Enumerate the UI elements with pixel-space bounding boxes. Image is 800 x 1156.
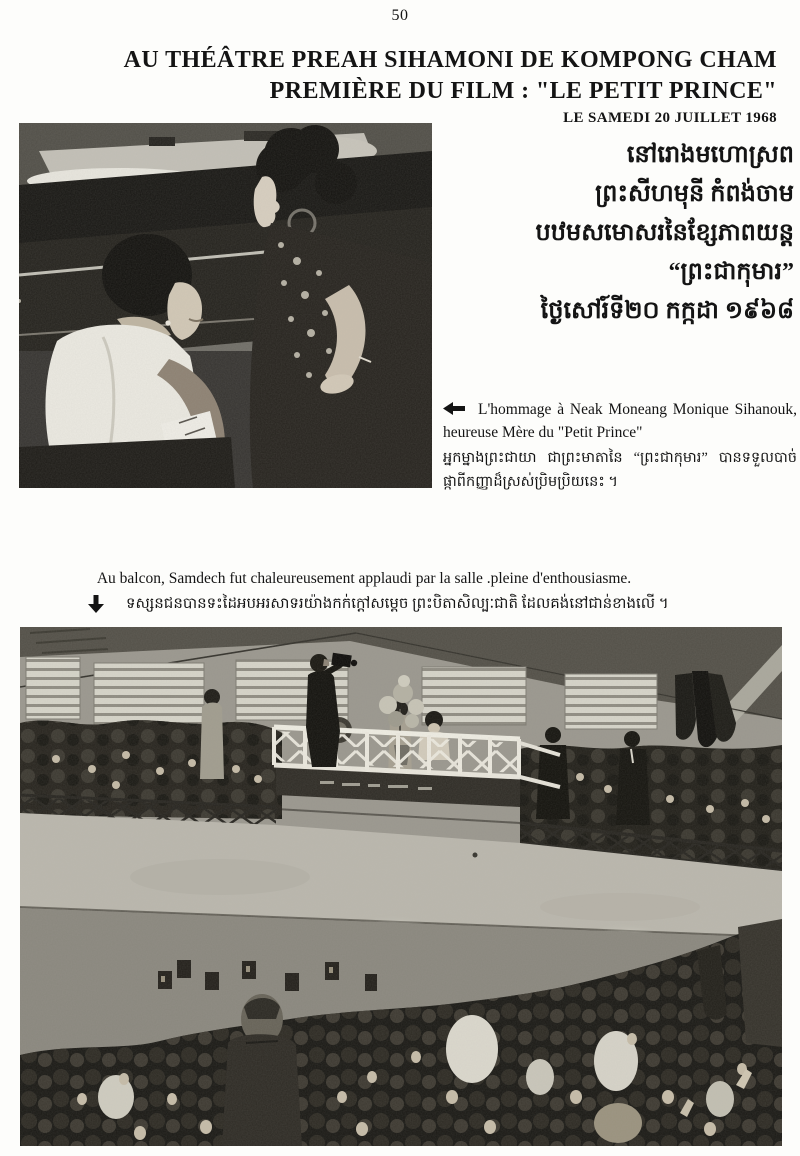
- article-date-line: LE SAMEDI 20 JUILLET 1968: [563, 110, 777, 126]
- photo-flower-homage: [19, 123, 432, 488]
- khmer-headline-line: បឋមសមោសរនៃខ្សែភាពយន្ត: [535, 220, 794, 246]
- khmer-headline-block: [414, 136, 794, 331]
- article-title-line2: PREMIÈRE DU FILM : "LE PETIT PRINCE": [269, 78, 777, 104]
- article-title-block: [124, 45, 777, 128]
- left-arrow-icon: [443, 400, 465, 422]
- article-title-line1: AU THÉÂTRE PREAH SIHAMONI DE KOMPONG CHAM: [123, 47, 777, 73]
- khmer-headline-line: នៅរោងមហោស្រព: [626, 142, 794, 168]
- photo1-caption-french: [443, 399, 797, 443]
- photo1-caption: [443, 399, 797, 494]
- khmer-headline-line: “ព្រះជាកុមារ”: [668, 259, 794, 285]
- page-number: 50: [391, 7, 409, 24]
- down-arrow-icon: [88, 595, 104, 618]
- photo1-caption-french-text: L'hommage à Neak Moneang Monique Sihanouk, heureuse Mère du "Petit Prince": [443, 401, 797, 441]
- photo1-caption-khmer: អ្នកម្នាងព្រះជាយា ជាព្រះមាតានៃ “ព្រះជាកុមារ” បានទទួលបាច់ផ្កាពីកញ្ញាដ៏ស្រស់ប្រិមប្រិយនេះ ។: [443, 450, 797, 490]
- photo-balcony-applause-art: [20, 627, 782, 1146]
- photo-balcony-applause: [20, 627, 782, 1146]
- khmer-headline-line: ព្រះសីហមុនី កំពង់ចាម: [595, 181, 794, 207]
- photo2-caption: [0, 569, 800, 618]
- photo2-caption-khmer-row: [0, 592, 800, 618]
- khmer-headline-line: ថ្ងៃសៅរ៍ទី២០ កក្កដា ១៩៦៨: [540, 298, 794, 324]
- photo2-caption-khmer-text: ទស្សនជនបានទះដៃអបអរសាទរយ៉ាងកក់ក្តៅសម្តេច ព្រះបិតាសិល្បៈជាតិ ដែលគង់នៅជាន់ខាងលើ ។: [126, 596, 669, 612]
- photo-flower-homage-art: [19, 123, 432, 488]
- photo2-caption-french: Au balcon, Samdech fut chaleureusement applaudi par la salle .pleine d'enthousiasme.: [96, 570, 632, 587]
